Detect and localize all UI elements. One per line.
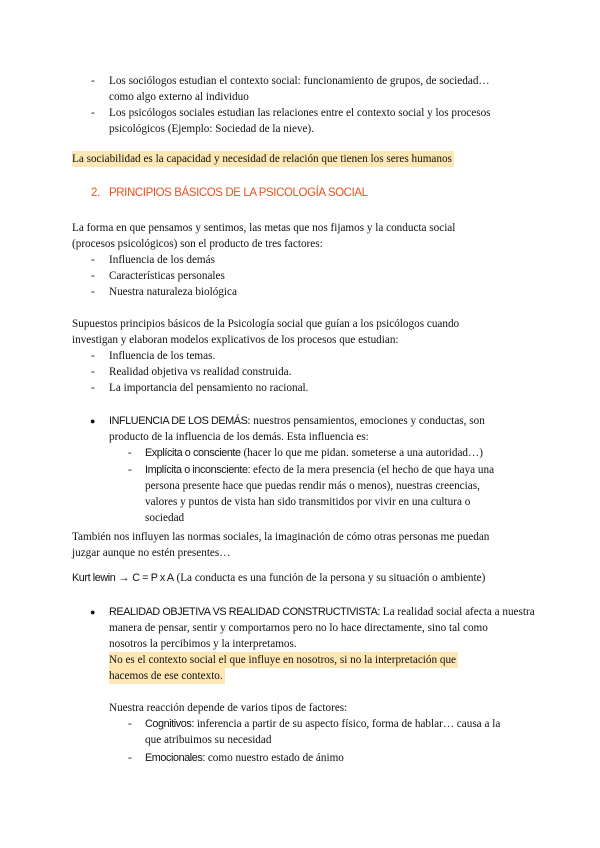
factor-item: Características personales — [109, 270, 225, 282]
bullet-dash: - — [91, 366, 95, 378]
para2-line-2: investigan y elaboran modelos explicativos de los procesos que estudian: — [72, 334, 399, 346]
reality-line-3: nosotros la percibimos y la interpretamos. — [109, 638, 297, 650]
implicit-line-1 — [145, 462, 494, 478]
cognitive-label: Cognitivos: — [145, 718, 195, 730]
section-heading: PRINCIPIOS BÁSICOS DE LA PSICOLOGÍA SOCIAL — [109, 187, 368, 199]
emotional-line — [145, 750, 344, 766]
lewin-text: (La conducta es una función de la persona y su situación o ambiente) — [176, 572, 486, 584]
bullet-dash: - — [91, 107, 95, 119]
arrow-right-icon: → — [118, 572, 130, 584]
factor-item: Nuestra naturaleza biológica — [109, 286, 237, 298]
bullet-dot: ● — [90, 607, 96, 617]
implicit-label: Implícita o inconsciente: — [145, 464, 251, 476]
lewin-line — [72, 570, 485, 586]
norms-line-2: juzgar aunque no estén presentes… — [72, 547, 231, 559]
principle-item: Influencia de los temas. — [109, 350, 216, 362]
intro-bullet-1-line-2: como algo externo al individuo — [109, 91, 249, 103]
influence-line-1 — [109, 413, 485, 429]
norms-line-1: También nos influyen las normas sociales, la imaginación de cómo otras personas me puedan — [72, 531, 490, 543]
bullet-dash: - — [128, 752, 132, 764]
implicit-line-2: persona presente hace que puedas rendir más o menos), nuestras creencias, — [145, 480, 480, 492]
bullet-dash: - — [128, 718, 132, 730]
principle-item: Realidad objetiva vs realidad construida. — [109, 366, 292, 378]
lewin-formula: C = P x A — [132, 572, 174, 584]
reality-highlight-line-2: hacemos de ese contexto. — [109, 670, 223, 682]
factor-item: Influencia de los demás — [109, 254, 215, 266]
reality-label: REALIDAD OBJETIVA VS REALIDAD CONSTRUCTIVISTA: — [109, 606, 380, 618]
emotional-label: Emocionales: — [145, 752, 206, 764]
reality-highlight-line-1: No es el contexto social el que influye en nosotros, si no la interpretación que — [109, 654, 457, 666]
implicit-line-4: sociedad — [145, 512, 185, 524]
bullet-dash: - — [128, 447, 132, 459]
lewin-label: Kurt lewin — [72, 572, 116, 584]
para1-line-2: (procesos psicológicos) son el producto de tres factores: — [72, 238, 323, 250]
influence-label: INFLUENCIA DE LOS DEMÁS — [109, 415, 248, 427]
reality-text-1: La realidad social afecta a nuestra — [379, 606, 535, 618]
reality-line-2: manera de pensar, sentir y comportarnos pero no lo hace directamente, sino tal como — [109, 622, 488, 634]
section-number: 2. — [91, 187, 100, 199]
intro-bullet-2-line-2: psicológicos (Ejemplo: Sociedad de la nieve). — [109, 123, 315, 135]
para2-line-1: Supuestos principios básicos de la Psicología social que guían a los psicólogos cuando — [72, 318, 460, 330]
influence-text-1: : nuestros pensamientos, emociones y conductas, son — [247, 415, 485, 427]
bullet-dash: - — [128, 464, 132, 476]
principle-item: La importancia del pensamiento no racional. — [109, 382, 309, 394]
intro-bullet-1-line-1: Los sociólogos estudian el contexto social: funcionamiento de grupos, de sociedad… — [109, 75, 490, 87]
intro-bullet-2-line-1: Los psicólogos sociales estudian las relaciones entre el contexto social y los procesos — [109, 107, 491, 119]
implicit-line-3: valores y puntos de vista han sido transmitidos por vivir en una cultura o — [145, 496, 471, 508]
influence-line-2: producto de la influencia de los demás. Esta influencia es: — [109, 431, 369, 443]
emotional-text: como nuestro estado de ánimo — [205, 752, 344, 764]
cognitive-text-1: inferencia a partir de su aspecto físico, forma de hablar… causa a la — [194, 718, 501, 730]
bullet-dot: ● — [90, 416, 96, 426]
bullet-dash: - — [91, 270, 95, 282]
para1-line-1: La forma en que pensamos y sentimos, las metas que nos fijamos y la conducta social — [72, 222, 456, 234]
bullet-dash: - — [91, 75, 95, 87]
reality-line-1 — [109, 604, 535, 620]
explicit-text: (hacer lo que me pidan. someterse a una autoridad…) — [240, 447, 483, 459]
reaction-intro: Nuestra reacción depende de varios tipos de factores: — [109, 702, 348, 714]
implicit-text-1: efecto de la mera presencia (el hecho de que haya una — [250, 464, 495, 476]
cognitive-line-2: que atribuimos su necesidad — [145, 734, 272, 746]
sociability-definition-highlight: La sociabilidad es la capacidad y necesidad de relación que tienen los seres humanos — [72, 153, 452, 165]
bullet-dash: - — [91, 254, 95, 266]
explicit-line — [145, 445, 483, 461]
cognitive-line-1 — [145, 716, 500, 732]
explicit-label: Explícita o consciente — [145, 447, 241, 459]
bullet-dash: - — [91, 350, 95, 362]
bullet-dash: - — [91, 286, 95, 298]
bullet-dash: - — [91, 382, 95, 394]
